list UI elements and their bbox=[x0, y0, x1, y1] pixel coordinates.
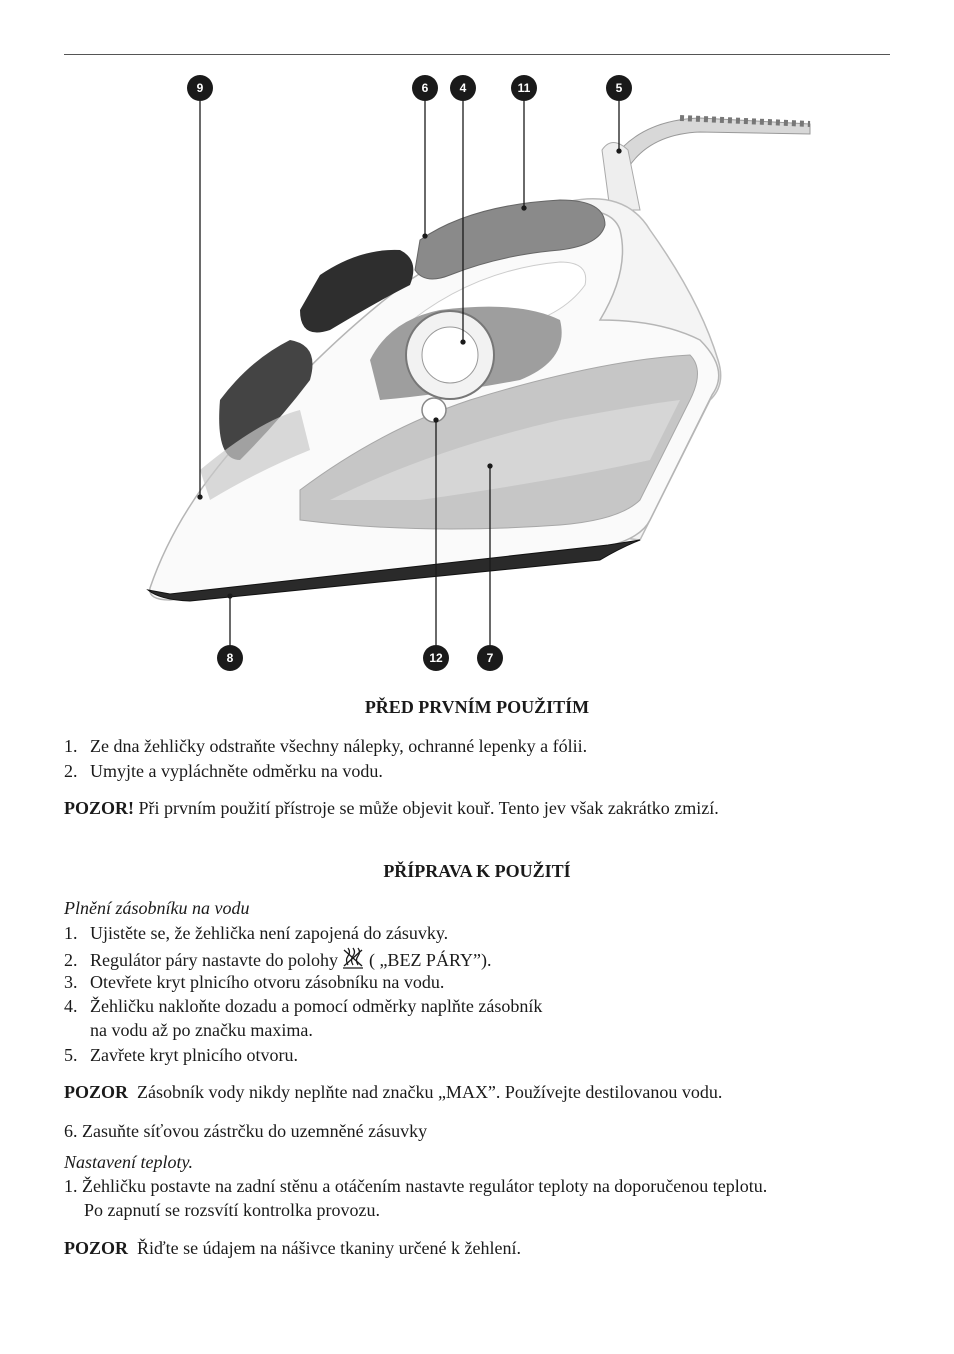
callout-5: 5 bbox=[606, 75, 632, 101]
list-number: 3. bbox=[64, 972, 78, 992]
list-text: ( „BEZ PÁRY”). bbox=[364, 950, 492, 970]
list-number: 2. bbox=[64, 761, 78, 781]
section-heading-preparation: PŘÍPRAVA K POUŽITÍ bbox=[383, 861, 571, 881]
list-item bbox=[64, 923, 448, 944]
list-text: Otevřete kryt plnicího otvoru zásobníku na vodu. bbox=[90, 972, 445, 992]
callout-8: 8 bbox=[217, 645, 243, 671]
list-text: Žehličku nakloňte dozadu a pomocí odměrky naplňte zásobník bbox=[90, 996, 543, 1016]
callout-6: 6 bbox=[412, 75, 438, 101]
warning-paragraph bbox=[64, 1238, 521, 1259]
warning-text: Zásobník vody nikdy neplňte nad značku „MAX”. Používejte destilovanou vodu. bbox=[128, 1082, 723, 1102]
list-number: 1. bbox=[64, 923, 78, 943]
list-number: 5. bbox=[64, 1045, 78, 1065]
list-item bbox=[64, 947, 491, 974]
warning-paragraph bbox=[64, 1082, 722, 1103]
list-text: Umyjte a vypláchněte odměrku na vodu. bbox=[90, 761, 383, 781]
callout-4: 4 bbox=[450, 75, 476, 101]
list-item bbox=[64, 1045, 298, 1066]
callout-11: 11 bbox=[511, 75, 537, 101]
list-item-6: 6. Zasuňte síťovou zástrčku do uzemněné zásuvky bbox=[64, 1121, 428, 1141]
list-item bbox=[64, 761, 383, 782]
subheading-water-tank: Plnění zásobníku na vodu bbox=[64, 898, 250, 918]
list-item bbox=[64, 972, 444, 993]
subheading-temperature: Nastavení teploty. bbox=[64, 1152, 193, 1172]
list-text: Ze dna žehličky odstraňte všechny nálepky, ochranné lepenky a fólii. bbox=[90, 736, 588, 756]
list-item bbox=[64, 996, 542, 1017]
no-steam-icon bbox=[342, 947, 364, 974]
callout-9: 9 bbox=[187, 75, 213, 101]
list-number: 1. bbox=[64, 736, 78, 756]
warning-paragraph bbox=[64, 798, 719, 819]
temperature-dial-inner bbox=[422, 327, 478, 383]
temperature-step-1-continuation: Po zapnutí se rozsvítí kontrolka provozu. bbox=[84, 1200, 380, 1220]
callout-12: 12 bbox=[423, 645, 449, 671]
warning-label: POZOR bbox=[64, 1082, 129, 1102]
list-text: na vodu až po značku maxima. bbox=[90, 1020, 313, 1040]
list-text: Zavřete kryt plnicího otvoru. bbox=[90, 1045, 298, 1065]
warning-text: Řiďte se údajem na nášivce tkaniny určené k žehlení. bbox=[128, 1238, 522, 1258]
section-heading-before-first-use: PŘED PRVNÍM POUŽITÍM bbox=[364, 697, 590, 717]
list-number: 2. bbox=[64, 950, 78, 970]
warning-label: POZOR bbox=[64, 1238, 129, 1258]
list-text: Ujistěte se, že žehlička není zapojená do zásuvky. bbox=[90, 923, 449, 943]
list-item-continuation bbox=[64, 1020, 313, 1041]
list-text: Regulátor páry nastavte do polohy bbox=[90, 950, 343, 970]
warning-label: POZOR! bbox=[64, 798, 134, 818]
temperature-step-1: 1. Žehličku postavte na zadní stěnu a otáčením nastavte regulátor teploty na doporučenou teplotu. bbox=[64, 1176, 768, 1196]
power-cord bbox=[612, 118, 810, 168]
warning-text: Při prvním použití přístroje se může objevit kouř. Tento jev však zakrátko zmizí. bbox=[134, 798, 719, 818]
list-number: 4. bbox=[64, 996, 78, 1016]
list-item bbox=[64, 736, 587, 757]
callout-7: 7 bbox=[477, 645, 503, 671]
